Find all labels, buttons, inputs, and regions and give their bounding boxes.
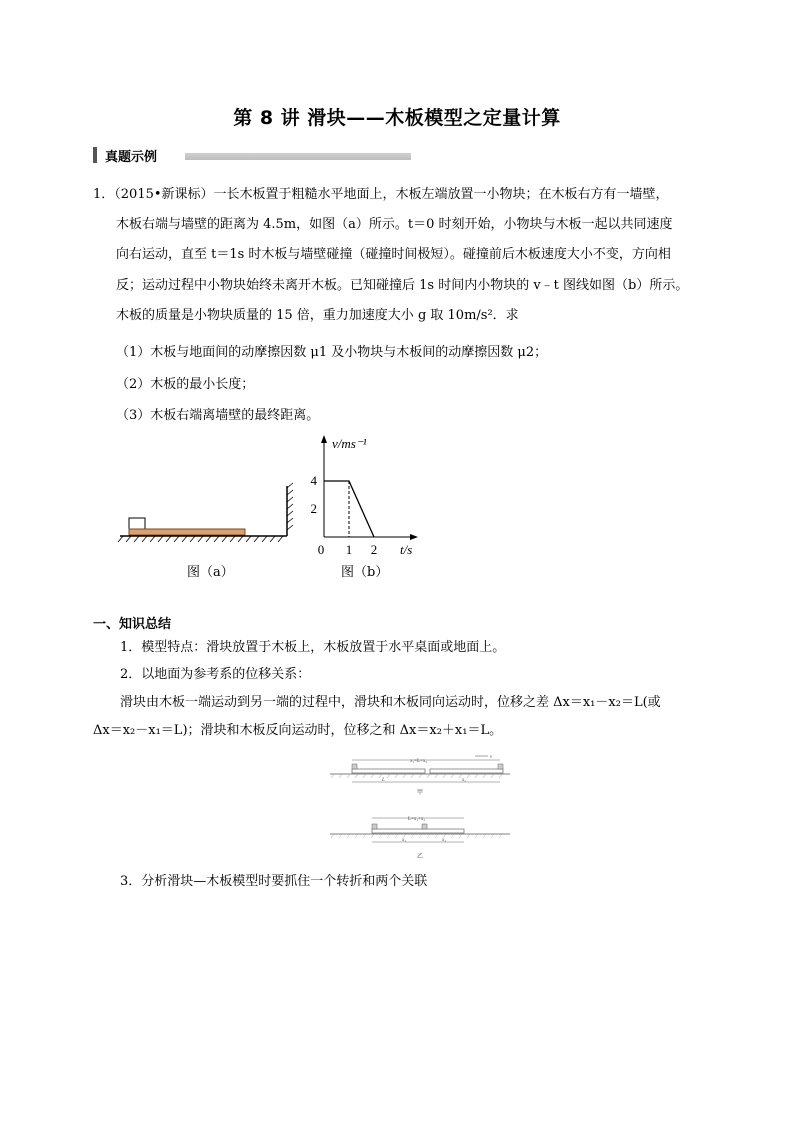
ground-hatching xyxy=(118,536,283,542)
diagram-jia xyxy=(330,755,510,796)
problem-line: 木板右端与墙壁的距离为 4.5m，如图（a）所示。t＝0 时刻开始，小物块与木板一起以共同速度 xyxy=(116,217,673,232)
label-v: v xyxy=(490,755,493,760)
label-L: L xyxy=(382,778,385,783)
knowledge-line: 滑块由木板一端运动到另一端的过程中，滑块和木板同向运动时，位移之差 Δx＝x₁－x₂＝L(或 xyxy=(120,695,661,710)
figure-b-caption: 图（b） xyxy=(341,565,389,580)
section-rule xyxy=(185,153,411,160)
wall-hatching xyxy=(287,483,293,530)
x-axis-arrow xyxy=(410,534,418,540)
problem-line: 1．（2015•新课标）一长木板置于粗糙水平地面上，木板左端放置一小物块；在木板右方有一墙壁， xyxy=(93,187,669,202)
section-marker xyxy=(93,147,97,163)
y-tick-label: 2 xyxy=(310,501,317,516)
long-board xyxy=(129,529,245,535)
y-axis-label: v/ms⁻¹ xyxy=(332,436,367,451)
y-tick-label: 4 xyxy=(310,473,317,488)
question-3: （3）木板右端离墙壁的最终距离。 xyxy=(116,408,320,423)
caption-jia: 甲 xyxy=(416,790,424,796)
section-label: 真题示例 xyxy=(105,149,158,165)
x-axis-label: t/s xyxy=(400,542,413,557)
diagram-yi xyxy=(330,817,510,860)
figure-a-caption: 图（a） xyxy=(187,565,234,580)
question-1: （1）木板与地面间的动摩擦因数 μ1 及小物块与木板间的动摩擦因数 μ2； xyxy=(116,345,548,360)
x-tick-label: 1 xyxy=(345,542,353,557)
caption-yi: 乙 xyxy=(416,854,424,860)
problem-line: 向右运动，直至 t＝1s 时木板与墙壁碰撞（碰撞时间极短）。碰撞前后木板速度大小不变，方向相 xyxy=(116,247,671,262)
label-x2b: x₂ xyxy=(442,838,446,843)
problem-line: 木板的质量是小物块质量的 15 倍，重力加速度大小 g 取 10m/s²．求 xyxy=(116,308,519,323)
label-L-sum: L=x₁+x₂ xyxy=(408,817,426,822)
figure-a-diagram xyxy=(115,482,300,547)
origin-label: 0 xyxy=(317,542,325,557)
question-2: （2）木板的最小长度； xyxy=(116,377,255,392)
page-title: 第 8 讲 滑块——木板模型之定量计算 xyxy=(233,107,561,129)
x-tick-label: 2 xyxy=(370,542,378,557)
knowledge-heading: 一、知识总结 xyxy=(93,617,172,632)
knowledge-line: 3．分析滑块—木板模型时要抓住一个转折和两个关联 xyxy=(120,874,428,889)
knowledge-line: Δx＝x₂－x₁＝L)；滑块和木板反向运动时，位移之和 Δx＝x₂＋x₁＝L。 xyxy=(93,723,503,738)
figure-b-chart xyxy=(305,430,430,560)
problem-line: 反；运动过程中小物块始终未离开木板。已知碰撞后 1s 时间内小物块的 v﹣t 图线如图（b）所示。 xyxy=(116,278,689,293)
displacement-diagram xyxy=(330,752,510,867)
label-x1: x₁ xyxy=(402,838,406,843)
small-block xyxy=(129,518,145,529)
y-axis-arrow xyxy=(321,435,327,443)
knowledge-line: 1．模型特点：滑块放置于木板上，木板放置于水平桌面或地面上。 xyxy=(120,640,506,655)
knowledge-line: 2．以地面为参考系的位移关系： xyxy=(120,667,311,682)
section-header xyxy=(93,147,157,163)
label-x2: x₂ xyxy=(462,778,466,783)
label-x1-sum: x₁=L+x₂ xyxy=(410,759,428,764)
